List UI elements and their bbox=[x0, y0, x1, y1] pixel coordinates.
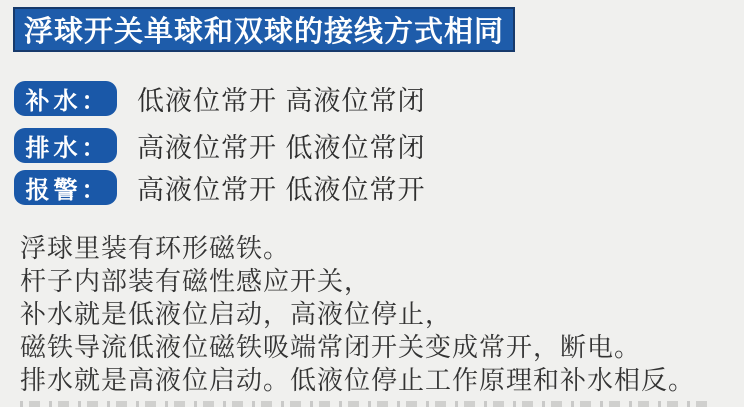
rule-row-alarm bbox=[14, 170, 426, 205]
paragraph-line: 排水就是高液位启动。低液位停止工作原理和补水相反。 bbox=[20, 365, 696, 395]
water-supply-rule-text: 低液位常开 高液位常闭 bbox=[137, 86, 426, 116]
cutoff-text-line bbox=[20, 401, 710, 407]
page-title: 浮球开关单球和双球的接线方式相同 bbox=[23, 16, 504, 48]
alarm-rule-text: 高液位常开 低液位常开 bbox=[137, 175, 426, 205]
paragraph-line: 浮球里装有环形磁铁。 bbox=[20, 233, 291, 263]
water-supply-badge: 补水： bbox=[14, 81, 117, 116]
alarm-badge: 报警： bbox=[14, 170, 117, 205]
drainage-badge: 排水： bbox=[14, 128, 117, 163]
rule-row-drainage bbox=[14, 128, 426, 163]
paragraph-line: 补水就是低液位启动，高液位停止， bbox=[20, 299, 453, 329]
explanation-paragraph bbox=[20, 232, 730, 397]
title-banner bbox=[13, 7, 515, 52]
paragraph-line: 磁铁导流低液位磁铁吸端常闭开关变成常开，断电。 bbox=[20, 332, 642, 362]
paragraph-line: 杆子内部装有磁性感应开关， bbox=[20, 266, 372, 296]
rule-row-water-supply bbox=[14, 81, 426, 116]
drainage-rule-text: 高液位常开 低液位常闭 bbox=[137, 133, 426, 163]
